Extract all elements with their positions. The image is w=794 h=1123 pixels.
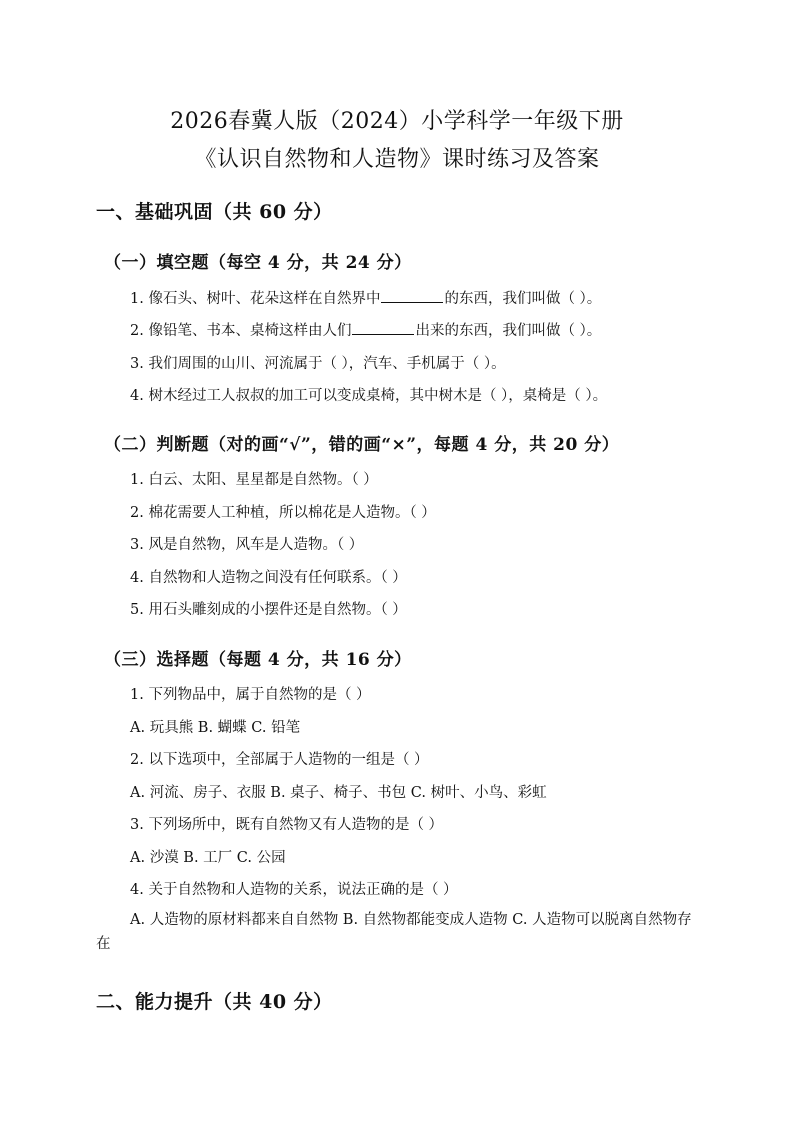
section-heading-basic: 一、基础巩固（共 60 分） bbox=[96, 201, 333, 223]
choice-question-1: 1. 下列物品中，属于自然物的是（ ） bbox=[130, 687, 371, 703]
judge-question-1: 1. 白云、太阳、星星都是自然物。（ ） bbox=[130, 472, 378, 488]
section-heading-advanced: 二、能力提升（共 40 分） bbox=[96, 991, 333, 1013]
fill-question-2-after: 出来的东西，我们叫做（ ）。 bbox=[415, 323, 602, 339]
judge-question-5: 5. 用石头雕刻成的小摆件还是自然物。（ ） bbox=[130, 602, 407, 618]
choice-question-3: 3. 下列场所中，既有自然物又有人造物的是（ ） bbox=[130, 817, 444, 833]
judge-question-2: 2. 棉花需要人工种植，所以棉花是人造物。（ ） bbox=[130, 505, 436, 521]
fill-question-1-before: 1. 像石头、树叶、花朵这样在自然界中 bbox=[130, 291, 381, 307]
answer-blank[interactable] bbox=[352, 320, 414, 335]
fill-question-4: 4. 树木经过工人叔叔的加工可以变成桌椅，其中树木是（ ），桌椅是（ ）。 bbox=[130, 388, 608, 404]
choice-question-4-options: A. 人造物的原材料都来自自然物 B. 自然物都能变成人造物 C. 人造物可以脱离自然物存在 bbox=[96, 912, 692, 952]
judge-question-3: 3. 风是自然物，风车是人造物。（ ） bbox=[130, 537, 364, 553]
document-title-line-2: 《认识自然物和人造物》课时练习及答案 bbox=[194, 147, 600, 172]
choice-question-2: 2. 以下选项中，全部属于人造物的一组是（ ） bbox=[130, 752, 429, 768]
fill-question-1-after: 的东西，我们叫做（ ）。 bbox=[444, 291, 602, 307]
choice-question-3-options: A. 沙漠 B. 工厂 C. 公园 bbox=[130, 850, 286, 866]
subsection-heading-fill: （一）填空题（每空 4 分，共 24 分） bbox=[104, 253, 412, 273]
choice-question-1-options: A. 玩具熊 B. 蝴蝶 C. 铅笔 bbox=[130, 720, 301, 736]
fill-question-3: 3. 我们周围的山川、河流属于（ ），汽车、手机属于（ ）。 bbox=[130, 356, 506, 372]
subsection-heading-judge: （二）判断题（对的画“√”，错的画“×”，每题 4 分，共 20 分） bbox=[104, 435, 620, 455]
fill-question-1 bbox=[130, 287, 601, 308]
fill-question-2 bbox=[130, 319, 601, 340]
judge-question-4: 4. 自然物和人造物之间没有任何联系。（ ） bbox=[130, 570, 407, 586]
choice-question-2-options: A. 河流、房子、衣服 B. 桌子、椅子、书包 C. 树叶、小鸟、彩虹 bbox=[130, 785, 547, 801]
fill-question-2-before: 2. 像铅笔、书本、桌椅这样由人们 bbox=[130, 323, 352, 339]
subsection-heading-choice: （三）选择题（每题 4 分，共 16 分） bbox=[104, 650, 412, 670]
answer-blank[interactable] bbox=[381, 288, 443, 303]
document-title-line-1: 2026春冀人版（2024）小学科学一年级下册 bbox=[170, 109, 624, 134]
choice-question-4: 4. 关于自然物和人造物的关系，说法正确的是（ ） bbox=[130, 882, 458, 898]
